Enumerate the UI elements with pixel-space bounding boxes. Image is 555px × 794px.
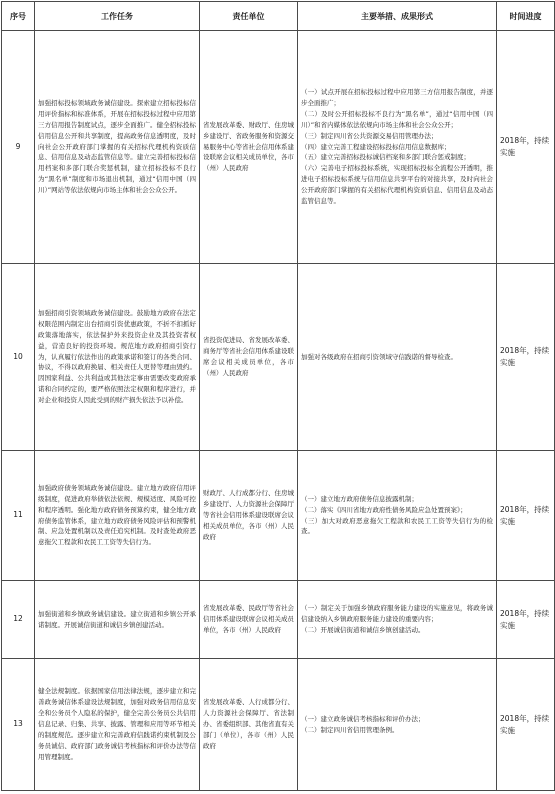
row-task: 健全法规制度。依据国家信用法律法规，逐步建立和完善政务诚信体系建设法规制度，加强对政务信用信息安全和公务员个人隐私的保护，健全完善公务员公共信用信息记录、归集、共享、披露、管理和应用等环节相关的制度规范。逐步建立和完善政府信践诺约束机制及公务员诚信、政府部门政务诚信考核指标和评价办法等信用管理制度。 [35,659,200,791]
header-row [2,2,555,31]
row-units: 财政厅、人行成都分行、住房城乡建设厅、人力资源社会保障厅等省社会信用体系建设联席会议相关成员单位，各市（州）人民政府 [200,451,298,581]
table-row [2,31,555,264]
measure-item: （五）建立完善招标投标诚信档案和多部门联合惩戒制度； [301,153,470,162]
header-task: 工作任务 [35,2,200,31]
table-row [2,659,555,791]
header-units: 责任单位 [200,2,298,31]
table-row [2,264,555,451]
table-row [2,451,555,581]
row-time: 2018年，持续实施 [497,264,555,451]
row-units: 省发展改革委、财政厅、住房城乡建设厅、省政务服务和资源交易服务中心等省社会信用体系建设联席会议相关成员单位，各市（州）人民政府 [200,31,298,264]
row-task: 加强招标投标领域政务诚信建设。探索建立招标投标信用评价指标和标准体系，开展在招标投标过程中应用第三方信用报告制度试点，逐步全面推广。健全招标投标信用信息公开和共享制度，提高政务信息透明度，及时向社会公开政府部门掌握的有关招标代理机构资质信息、信用信息及动态监管信息等。建立完善招标投标信用档案和多部门联合奖惩机制，建立招标投标不良行为“黑名单”制度和市场退出机制，通过“信用中国（四川）”网站等依法依规向市场主体和社会公众公开。 [35,31,200,264]
measure-item: （三）制定四川省公共资源交易信用管理办法； [301,131,438,140]
row-measures [298,264,497,451]
header-measures: 主要举措、成果形式 [298,2,497,31]
measure-item: （二）及时公开招标投标不良行为“黑名单”，通过“信用中国（四川）”和省内媒体依法依规向市场主体和社会公众公开； [301,109,493,129]
row-task: 加强街道和乡镇政务诚信建设。建立街道和乡镇公开承诺制度。开展诚信街道和诚信乡镇创建活动。 [35,581,200,659]
row-measures [298,581,497,659]
measure-item: 加强对各级政府在招商引资领域守信践诺的督导检查。 [301,352,457,361]
measure-item: （二）落实《四川省地方政府性债务风险应急处置预案》； [301,505,467,514]
measure-item: （三）加大对政府恶意拖欠工程款和农民工工资等失信行为的检查。 [301,516,493,536]
row-task: 加强政府债务领域政务诚信建设。建立地方政府信用评级制度，促进政府举债依法依规、规模适度、风险可控和程序透明。强化地方政府债务预算约束，健全地方政府债务监管体系，建立地方政府债务风险评估和预警机制、应急处置机制以及责任追究机制。及时查处政府恶意拖欠工程款和农民工工资等失信行为。 [35,451,200,581]
row-measures [298,31,497,264]
measure-item: （六）完善电子招标投标系统，实现招标投标全流程公开透明，推进电子招标投标系统与信用信息共享平台的对接共享，及时向社会公开政府部门掌握的有关招标代理机构资质信息、信用信息及动态监管信息等。 [301,164,493,206]
table-row [2,581,555,659]
row-units: 省发展改革委、民政厅等省社会信用体系建设联席会议相关成员单位，各市（州）人民政府 [200,581,298,659]
row-time: 2018年，持续实施 [497,581,555,659]
row-units: 省投资促进局、省发展改革委、商务厅等省社会信用体系建设联席会议相关成员单位，各市（州）人民政府 [200,264,298,451]
row-time: 2018年，持续实施 [497,31,555,264]
measure-item: （一）试点开展在招标投标过程中应用第三方信用报告制度，并逐步全面推广； [301,88,493,107]
header-time: 时间进度 [497,2,555,31]
measure-item: （四）建立完善工程建设招标投标信用信息数据库； [301,142,451,151]
row-num: 10 [2,264,35,451]
header-num: 序号 [2,2,35,31]
row-time: 2018年，持续实施 [497,451,555,581]
measure-item: （一）建立政务诚信考核指标和评价办法； [301,714,425,723]
row-num: 11 [2,451,35,581]
measure-item: （一）制定关于加强乡镇政府服务能力建设的实施意见，将政务诚信建设纳入乡镇政府服务能力建设的重要内容； [301,604,493,624]
row-measures [298,451,497,581]
measure-item: （二）制定四川省信用管理条例。 [301,725,399,734]
row-num: 13 [2,659,35,791]
measure-item: （一）建立地方政府债务信息披露机制； [301,494,418,503]
row-units: 省发展改革委、人行成都分行、人力资源社会保障厅、省法制办、省委组织部、其他省直有关部门（单位），各市（州）人民政府 [200,659,298,791]
row-num: 12 [2,581,35,659]
row-measures [298,659,497,791]
measure-item: （二）开展诚信街道和诚信乡镇创建活动。 [301,625,425,634]
row-num: 9 [2,31,35,264]
row-task: 加强招商引资领域政务诚信建设。鼓励地方政府在法定权限范围内制定出台招商引资优惠政策，不折不扣抓好政策落地落实，依法保护外来投资企业及其投资者权益，营造良好的投资环境。规范地方政府招商引资行为，认真履行依法作出的政策承诺和签订的各类合同、协议，不得以政府换届、相关责任人更替等理由毁约。因国家利益、公共利益或其他法定事由需要改变政府承诺和合同约定的，要严格依照法定权限和程序进行，并对企业和投资人因此受到的财产损失依法予以补偿。 [35,264,200,451]
row-time: 2018年，持续实施 [497,659,555,791]
policy-table [1,1,555,791]
